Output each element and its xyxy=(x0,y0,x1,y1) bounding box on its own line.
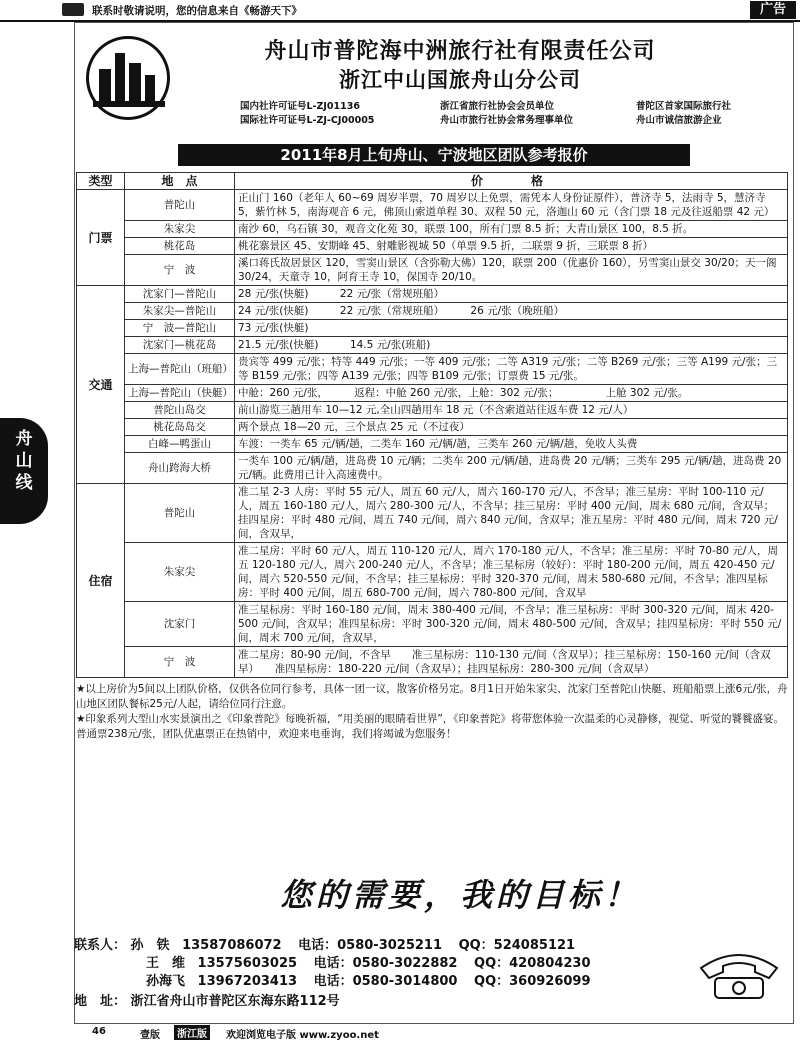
price-cell: 两个景点 18—20 元，三个景点 25 元（不过夜） xyxy=(235,419,788,436)
price-cell: 贵宾等 499 元/张；特等 449 元/张；一等 409 元/张；二等 A319 元/张；二等 B269 元/张；三等 A199 元/张；三等 B159 元/张；四等 A139 元/张；四等 B109 元/张；订票费 15 元/张。 xyxy=(235,354,788,385)
license-2-1: 国际社许可证号L-ZJ-CJ00005 xyxy=(240,115,375,126)
table-row xyxy=(77,337,788,354)
table-row xyxy=(77,238,788,255)
notes xyxy=(76,682,792,742)
price-cell: 准二星房：平时 60 元/人，周五 110-120 元/人，周六 170-180 元/人，不含早；准三星房：平时 70-80 元/人，周五 120-180 元/人，周六 200-240 元/人，不含早；准三星标房（较好）：平时 180-200 元/间，周五 420-450 元/间，周六 520-550 元/间，不含早；挂三星标房：平时 320-370 元/间，周末 580-680 元/间，不含早；准四星标房：平时 400 元/间，周五 680-700 元/间，周六 780-800 元/间，含双早 xyxy=(235,543,788,602)
side-tab xyxy=(0,418,48,524)
license-1-3: 普陀区首家国际旅行社 xyxy=(636,101,732,112)
place-cell: 宁 波 xyxy=(125,647,235,678)
price-cell: 溪口蒋氏故居景区 120，雪窦山景区（含弥勒大佛）120，联票 200（优惠价 160），另雪窦山景交 30/20；天一阁 30/24，天童寺 10，阿育王寺 10，保国寺 20/10。 xyxy=(235,255,788,286)
table-row xyxy=(77,320,788,337)
contact-tel: 电话：0580-3014800 xyxy=(313,974,458,989)
address-label: 地 址： xyxy=(74,994,127,1009)
price-cell: 正山门 160（老年人 60~69 周岁半票，70 周岁以上免票，需凭本人身份证原件），普济寺 5，法雨寺 5，慧济寺 5，紫竹林 5，南海观音 6 元，佛顶山索道单程 30、双程 50 元，洛迦山 60 元（含门票 18 元及往返船票 42 元） xyxy=(235,190,788,221)
brand-badge: 浙江版 xyxy=(174,1025,210,1040)
place-cell: 朱家尖 xyxy=(125,221,235,238)
place-cell: 上海—普陀山（快艇） xyxy=(125,385,235,402)
slogan: 您的需要，我的目标！ xyxy=(280,876,641,914)
place-cell: 桃花岛岛交 xyxy=(125,419,235,436)
license-1-2: 浙江省旅行社协会会员单位 xyxy=(440,101,555,112)
table-row xyxy=(77,436,788,453)
category-tickets: 门票 xyxy=(77,190,125,286)
table-row xyxy=(77,602,788,647)
price-cell: 24 元/张(快艇) 22 元/张（常规班船） 26 元/张（晚班船） xyxy=(235,303,788,320)
price-banner: 2011年8月上旬舟山、宁波地区团队参考报价 xyxy=(178,144,690,166)
place-cell: 上海—普陀山（班船） xyxy=(125,354,235,385)
table-row xyxy=(77,190,788,221)
price-table xyxy=(76,172,788,678)
table-row xyxy=(77,484,788,543)
ad-tag: 广告 xyxy=(750,1,796,19)
place-cell: 桃花岛 xyxy=(125,238,235,255)
place-cell: 沈家门 xyxy=(125,602,235,647)
table-row xyxy=(77,402,788,419)
place-cell: 普陀山 xyxy=(125,484,235,543)
table-row xyxy=(77,354,788,385)
place-cell: 普陀山 xyxy=(125,190,235,221)
contact-name: 王 维 xyxy=(146,956,186,971)
table-header-row xyxy=(77,173,788,190)
company-name-2: 浙江中山国旅舟山分公司 xyxy=(339,68,581,92)
top-bar-text: 联系时敬请说明，您的信息来自《畅游天下》 xyxy=(92,5,302,17)
table-row xyxy=(77,221,788,238)
table-row xyxy=(77,303,788,320)
price-cell: 桃花寨景区 45、安期峰 45、射雕影视城 50（单票 9.5 折，二联票 9 折，三联票 8 折） xyxy=(235,238,788,255)
price-cell: 车渡：一类车 65 元/辆/趟，二类车 160 元/辆/趟，三类车 260 元/辆/趟，免收人头费 xyxy=(235,436,788,453)
place-cell: 舟山跨海大桥 xyxy=(125,453,235,484)
contact-row-1 xyxy=(74,934,575,953)
price-cell: 准二星 2-3 人房：平时 55 元/人，周五 60 元/人，周六 160-170 元/人，不含早；准三星房：平时 100-110 元/人，周五 160-180 元/人，周六 280-300 元/人，不含早；挂三星房：平时 400 元/间，周末 680 元/间，含双早；挂四星房：平时 480 元/间，周五 740 元/间，周六 840 元/间，含双早；准五星房：平时 480 元/间，周末 720 元/间，含双早， xyxy=(235,484,788,543)
contact-tel: 电话：0580-3025211 xyxy=(298,938,443,953)
license-1-1: 国内社许可证号L-ZJ01136 xyxy=(240,101,360,112)
note-2: ★印象系列大型山水实景演出之《印象普陀》每晚祈福，“用美丽的眼睛看世界”，《印象普陀》将带您体验一次温柔的心灵静修，视觉、听觉的饕餮盛宴。普通票238元/张，团队优惠票正在热销中，欢迎来电垂询，我们将竭诚为您服务！ xyxy=(76,713,785,740)
place-cell: 宁 波—普陀山 xyxy=(125,320,235,337)
place-cell: 沈家门—桃花岛 xyxy=(125,337,235,354)
place-cell: 沈家门—普陀山 xyxy=(125,286,235,303)
company-emblem-icon xyxy=(86,36,170,120)
contact-mobile: 13587086072 xyxy=(182,938,282,953)
contact-row-3 xyxy=(146,970,591,989)
footer xyxy=(0,1024,800,1040)
license-2-2: 舟山市旅行社协会常务理事单位 xyxy=(440,115,574,126)
contact-mobile: 13967203413 xyxy=(197,974,298,989)
price-cell: 南沙 60，乌石镇 30，观音文化苑 30，联票 100，所有门票 8.5 折；大青山景区 100，8.5 折。 xyxy=(235,221,788,238)
table-row xyxy=(77,453,788,484)
footer-text: 欢迎浏览电子版 www.zyoo.net xyxy=(226,1030,379,1041)
header-price: 价 格 xyxy=(235,173,788,190)
contact-name: 孙 铁 xyxy=(130,938,170,953)
price-cell: 28 元/张(快艇) 22 元/张（常规班船） xyxy=(235,286,788,303)
license-2-3: 舟山市诚信旅游企业 xyxy=(636,115,722,126)
price-cell: 21.5 元/张(快艇) 14.5 元/张(班船) xyxy=(235,337,788,354)
price-cell: 中舱：260 元/张， 返程：中舱 260 元/张，上舱：302 元/张； 上舱 302 元/张。 xyxy=(235,385,788,402)
price-cell: 一类车 100 元/辆/趟，进岛费 10 元/辆；二类车 200 元/辆/趟，进岛费 20 元/辆；三类车 295 元/辆/趟，进岛费 20 元/辆。此费用已计入高速费中。 xyxy=(235,453,788,484)
edition: 壹版 xyxy=(140,1030,160,1041)
side-tab-text: 舟山线 xyxy=(15,429,33,493)
price-cell: 准三星标房：平时 160-180 元/间，周末 380-400 元/间，不含早；准三星标房：平时 300-320 元/间，周末 420-500 元/间，含双早；准四星标房：平时 300-320 元/间，周末 480-500 元/间，含双早；挂四星标房：平时 550 元/间，周末 700 元/间，含双早， xyxy=(235,602,788,647)
page-number: 46 xyxy=(92,1026,106,1037)
note-1: ★以上房价为5间以上团队价格，仅供各位同行参考，具体一团一议，散客价格另定。8月1日开始朱家尖、沈家门至普陀山快艇、班船船票上涨6元/张，舟山地区团队餐标25元/人起，请给位同行注意。 xyxy=(76,683,788,710)
top-bar xyxy=(0,0,800,22)
table-row xyxy=(77,286,788,303)
contact-qq: QQ：420804230 xyxy=(474,956,591,971)
contact-tel: 电话：0580-3022882 xyxy=(313,956,458,971)
contact-row-2 xyxy=(146,952,591,971)
contact-qq: QQ：360926099 xyxy=(474,974,591,989)
company-name-1: 舟山市普陀海中洲旅行社有限责任公司 xyxy=(264,39,656,64)
table-row xyxy=(77,385,788,402)
address-row xyxy=(74,990,340,1009)
telephone-icon xyxy=(695,938,783,1002)
place-cell: 朱家尖—普陀山 xyxy=(125,303,235,320)
category-transport: 交通 xyxy=(77,286,125,484)
table-row xyxy=(77,543,788,602)
table-row xyxy=(77,255,788,286)
contact-label: 联系人： xyxy=(74,938,127,953)
table-row xyxy=(77,647,788,678)
header-type: 类型 xyxy=(77,173,125,190)
header-place: 地 点 xyxy=(125,173,235,190)
magazine-logo-icon xyxy=(62,3,84,16)
place-cell: 朱家尖 xyxy=(125,543,235,602)
address: 浙江省舟山市普陀区东海东路112号 xyxy=(130,994,340,1009)
contact-qq: QQ：524085121 xyxy=(458,938,576,953)
contact-mobile: 13575603025 xyxy=(197,956,298,971)
price-cell: 准二星房：80-90 元/间，不含早 准三星标房：110-130 元/间（含双早）；挂三星标房：150-160 元/间（含双早） 准四星标房：180-220 元/间（含双早）；挂四星标房：280-300 元/间（含双早） xyxy=(235,647,788,678)
place-cell: 普陀山岛交 xyxy=(125,402,235,419)
place-cell: 宁 波 xyxy=(125,255,235,286)
contact-name: 孙海飞 xyxy=(146,974,186,989)
price-cell: 前山游览三趟用车 10—12 元,全山四趟用车 18 元（不含索道站往返车费 12 元/人） xyxy=(235,402,788,419)
category-lodging: 住宿 xyxy=(77,484,125,678)
price-cell: 73 元/张(快艇) xyxy=(235,320,788,337)
place-cell: 白峰—鸭蛋山 xyxy=(125,436,235,453)
table-row xyxy=(77,419,788,436)
